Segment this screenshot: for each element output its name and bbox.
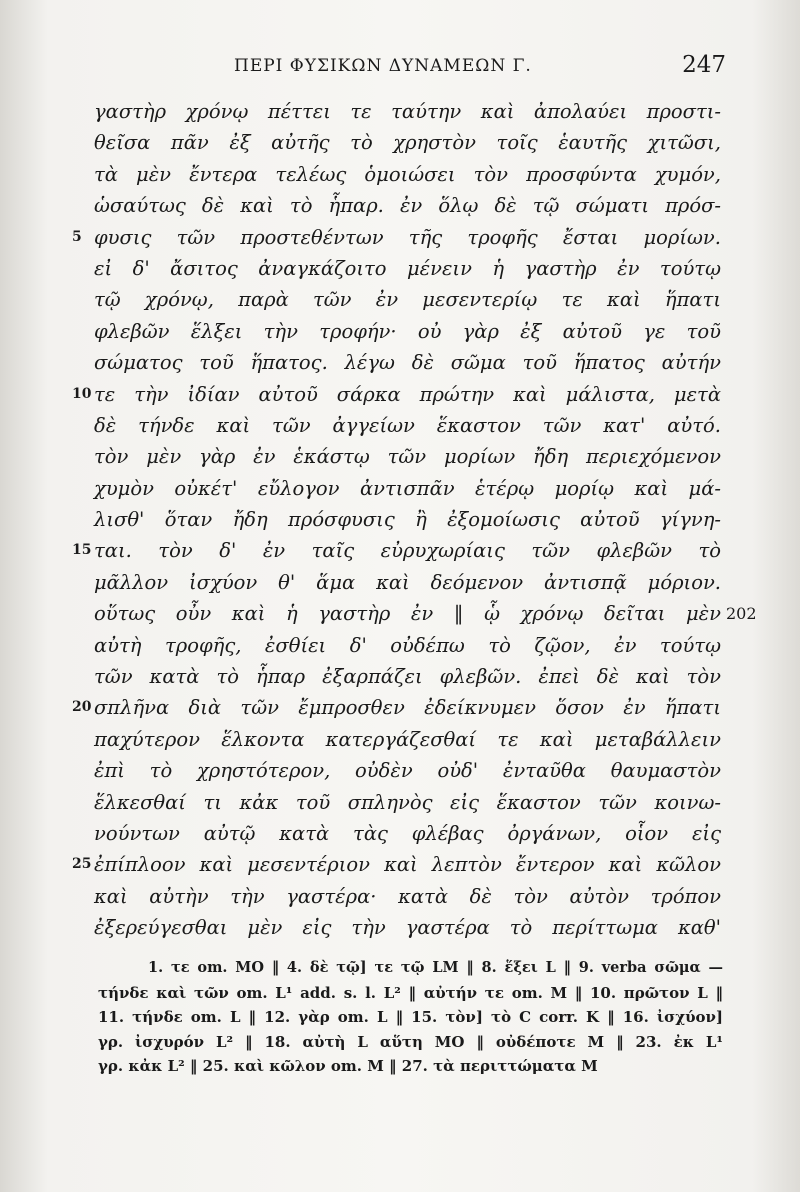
line-text: ἐπὶ τὸ χρηστότερον, οὐδὲν οὐδ' ἐνταῦθα θαυμαστὸν (94, 759, 721, 783)
line-text: τὰ μὲν ἔντερα τελέως ὁμοιώσει τὸν προσφύντα χυμόν, (94, 162, 721, 186)
text-line (0, 661, 800, 692)
text-line (0, 787, 800, 818)
line-text: τὸν μὲν γὰρ ἐν ἑκάστῳ τῶν μορίων ἤδη περιεχόμενον (94, 445, 721, 469)
line-text: ἐξερεύγεσθαι μὲν εἰς τὴν γαστέρα τὸ περίττωμα καθ' (94, 916, 721, 940)
text-line (0, 535, 800, 566)
text-line (0, 379, 800, 410)
text-line (0, 347, 800, 378)
line-number: 25 (72, 856, 92, 873)
text-line (0, 284, 800, 315)
apparatus-line: γρ. ἰσχυρόν L² ‖ 18. αὐτὴ L αὕτη MO ‖ οὐδέποτε M ‖ 23. ἐκ L¹ (98, 1032, 723, 1051)
line-text: τῷ χρόνῳ, παρὰ τῶν ἐν μεσεντερίῳ τε καὶ ἥπατι (94, 288, 721, 312)
text-line (0, 849, 800, 880)
line-text: θεῖσα πᾶν ἐξ αὐτῆς τὸ χρηστὸν τοῖς ἑαυτῆς χιτῶσι, (94, 131, 721, 155)
line-text: εἰ δ' ἄσιτος ἀναγκάζοιτο μένειν ἡ γαστὴρ ἐν τούτῳ (94, 256, 721, 280)
line-text: τῶν κατὰ τὸ ἧπαρ ἐξαρπάζει φλεβῶν. ἐπεὶ δὲ καὶ τὸν (94, 665, 721, 689)
line-text: ἐπίπλοον καὶ μεσεντέριον καὶ λεπτὸν ἔντερον καὶ κῶλον (94, 853, 721, 877)
line-text: χυμὸν οὐκέτ' εὔλογον ἀντισπᾶν ἑτέρῳ μορίῳ καὶ μά- (94, 476, 721, 500)
line-text: σώματος τοῦ ἥπατος. λέγω δὲ σῶμα τοῦ ἥπατος αὐτήν (94, 351, 721, 375)
page-number: 247 (682, 52, 726, 78)
line-text: λισθ' ὅταν ἤδη πρόσφυσις ἢ ἐξομοίωσις αὐτοῦ γίγνη- (94, 508, 721, 532)
apparatus-line: 1. τε om. MO ‖ 4. δὲ τῷ] τε τῷ LM ‖ 8. ἕξει L ‖ 9. verba σῶμα — (148, 959, 723, 976)
text-line (0, 316, 800, 347)
text-line (0, 755, 800, 786)
line-text: ἕλκεσθαί τι κἀκ τοῦ σπληνὸς εἰς ἕκαστον τῶν κοινω- (94, 790, 721, 814)
line-text: αὐτὴ τροφῆς, ἐσθίει δ' οὐδέπω τὸ ζῷον, ἐν τούτῳ (94, 633, 721, 657)
line-number: 15 (72, 542, 92, 559)
apparatus-line: τήνδε καὶ τῶν om. L¹ add. s. l. L² ‖ αὐτήν τε om. M ‖ 10. πρῶτον L ‖ (98, 983, 723, 1002)
text-line (0, 630, 800, 661)
line-text: γαστὴρ χρόνῳ πέττει τε ταύτην καὶ ἀπολαύει προστι- (94, 100, 721, 123)
line-text: φλεβῶν ἕλξει τὴν τροφήν· οὐ γὰρ ἐξ αὐτοῦ γε τοῦ (94, 319, 721, 343)
text-line (0, 96, 800, 127)
line-text: νούντων αὐτῷ κατὰ τὰς φλέβας ὀργάνων, οἷον εἰς (94, 821, 721, 845)
greek-text-body (0, 96, 800, 944)
text-line (0, 222, 800, 253)
text-line (0, 410, 800, 441)
running-head: ΠΕΡΙ ΦΥΣΙΚΩΝ ΔΥΝΑΜΕΩΝ Γ. (234, 56, 532, 76)
text-line (0, 473, 800, 504)
line-number: 20 (72, 699, 92, 716)
line-number: 10 (72, 385, 92, 402)
text-line (0, 692, 800, 723)
line-text: παχύτερον ἕλκοντα κατεργάζεσθαί τε καὶ μεταβάλλειν (94, 727, 721, 751)
apparatus-line: 11. τήνδε om. L ‖ 12. γὰρ om. L ‖ 15. τὸν] τὸ C corr. K ‖ 16. ἰσχύον] (98, 1008, 723, 1027)
line-text: ὡσαύτως δὲ καὶ τὸ ἧπαρ. ἐν ὅλῳ δὲ τῷ σώματι πρόσ- (94, 194, 721, 218)
line-text: δὲ τήνδε καὶ τῶν ἀγγείων ἕκαστον τῶν κατ' αὐτό. (94, 413, 721, 437)
critical-apparatus (98, 956, 723, 1079)
text-line (0, 441, 800, 472)
text-line (0, 724, 800, 755)
text-line (0, 127, 800, 158)
line-text: μᾶλλον ἰσχύον θ' ἅμα καὶ δεόμενον ἀντισπᾷ μόριον. (94, 570, 721, 594)
text-line (0, 912, 800, 943)
text-line (0, 159, 800, 190)
line-text: ται. τὸν δ' ἐν ταῖς εὐρυχωρίαις τῶν φλεβῶν τὸ (94, 539, 721, 563)
line-text: σπλῆνα διὰ τῶν ἔμπροσθεν ἐδείκνυμεν ὅσον ἐν ἥπατι (94, 696, 721, 720)
page-header (96, 52, 726, 86)
margin-reference: 202 (726, 604, 757, 624)
text-line (0, 567, 800, 598)
text-line (0, 190, 800, 221)
line-text: φυσις τῶν προστεθέντων τῆς τροφῆς ἔσται μορίων. (94, 225, 721, 249)
apparatus-line: γρ. κἀκ L² ‖ 25. καὶ κῶλον om. M ‖ 27. τὰ περιττώματα M (98, 1057, 598, 1076)
line-number: 5 (72, 228, 82, 245)
line-text: οὕτως οὖν καὶ ἡ γαστὴρ ἐν ‖ ᾧ χρόνῳ δεῖται μὲν (94, 602, 721, 626)
text-line (0, 253, 800, 284)
line-text: καὶ αὐτὴν τὴν γαστέρα· κατὰ δὲ τὸν αὐτὸν τρόπον (94, 884, 721, 908)
text-line (0, 504, 800, 535)
text-line (0, 818, 800, 849)
text-line (0, 598, 800, 629)
line-text: τε τὴν ἰδίαν αὐτοῦ σάρκα πρώτην καὶ μάλιστα, μετὰ (94, 382, 721, 406)
text-line (0, 881, 800, 912)
